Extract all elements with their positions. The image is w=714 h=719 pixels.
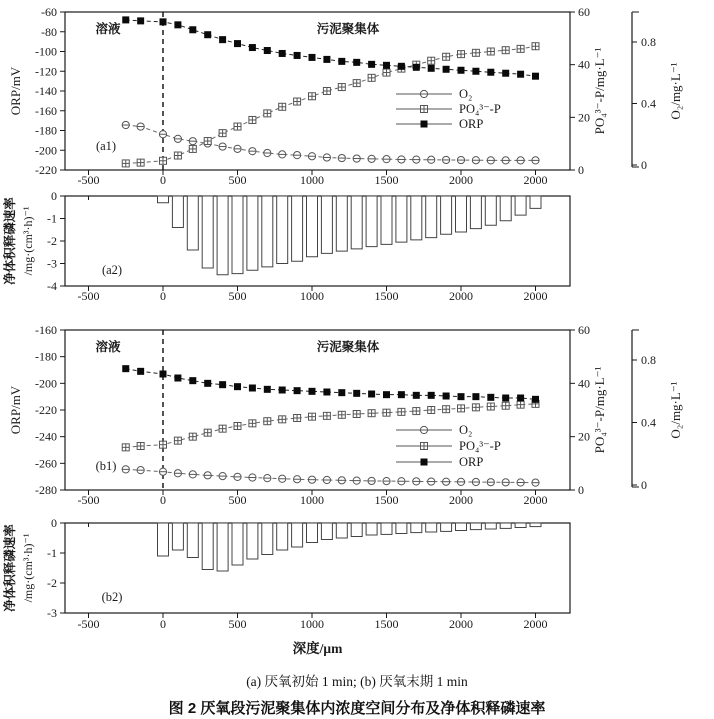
- orp-marker: [294, 52, 301, 59]
- rate-bar: [307, 523, 318, 543]
- orp-tick-label: -200: [35, 376, 57, 391]
- legend-label: ORP: [459, 117, 484, 131]
- orp-marker: [428, 65, 435, 72]
- rate-tick-label: -1: [47, 211, 57, 226]
- rate-bar: [381, 196, 392, 244]
- rate-tick-label: -2: [47, 576, 57, 590]
- po4-tick-label: 60: [578, 5, 590, 19]
- o2-tick-label: 0.4: [641, 415, 656, 430]
- profile-panel-(a1): [8, 5, 683, 187]
- orp-tick-label: -220: [35, 163, 57, 177]
- orp-marker: [413, 392, 420, 399]
- rate-bar: [396, 523, 407, 534]
- rate-bar: [381, 523, 392, 534]
- orp-marker: [502, 70, 509, 77]
- orp-marker: [413, 64, 420, 71]
- x-tick-label: 2000: [523, 617, 548, 631]
- orp-marker: [309, 388, 316, 395]
- rate-bar: [277, 523, 288, 550]
- rate-bar: [262, 196, 273, 267]
- orp-tick-label: -180: [35, 349, 57, 364]
- rate-tick-label: -1: [47, 546, 57, 560]
- rate-bar: [202, 523, 213, 570]
- rate-bar: [351, 196, 362, 249]
- rate-axis-label-unit: /mg·(cm³·h)⁻¹: [21, 533, 35, 603]
- rate-bar: [321, 523, 332, 540]
- orp-marker: [338, 389, 345, 396]
- rate-bar: [426, 196, 437, 238]
- orp-marker: [279, 50, 286, 57]
- orp-marker: [458, 393, 465, 400]
- legend-label: O₂: [459, 423, 473, 437]
- orp-tick-label: -60: [41, 5, 57, 19]
- rate-bar: [321, 196, 332, 253]
- profile-panel-(b1): [8, 323, 683, 507]
- x-tick-label: 2000: [523, 173, 548, 187]
- x-tick-label: 2000: [523, 289, 548, 303]
- rate-bar: [232, 523, 243, 565]
- rate-bar: [292, 196, 303, 261]
- bar-panel-(b2): [2, 516, 570, 631]
- rate-tick-label: -3: [47, 606, 57, 620]
- orp-marker: [137, 17, 144, 24]
- orp-tick-label: -180: [35, 123, 57, 138]
- x-tick-label: 1500: [374, 617, 399, 631]
- rate-bar: [247, 196, 258, 270]
- orp-marker: [174, 21, 181, 28]
- rate-bar: [277, 196, 288, 264]
- legend-label: ORP: [459, 455, 484, 469]
- orp-marker: [443, 66, 450, 73]
- rate-bar: [172, 196, 183, 228]
- rate-bar: [217, 196, 228, 275]
- rate-axis-label-cn: 净体积释磷速率: [3, 524, 17, 612]
- po4-tick-label: 40: [578, 57, 590, 72]
- x-tick-label: 2000: [449, 493, 473, 507]
- o2-axis-label: O₂/mg·L⁻¹: [668, 381, 683, 439]
- rate-bar: [485, 196, 496, 225]
- x-tick-label: 2000: [523, 493, 548, 507]
- rate-bar: [456, 196, 467, 232]
- o2-tick-label: 0: [641, 158, 647, 172]
- x-tick-label: -500: [77, 289, 100, 303]
- x-tick-label: -500: [77, 493, 100, 507]
- orp-tick-label: -120: [35, 64, 57, 79]
- orp-marker: [487, 69, 494, 76]
- orp-marker: [264, 386, 271, 393]
- orp-marker: [383, 62, 390, 69]
- orp-tick-label: -220: [35, 403, 57, 417]
- rate-bar: [262, 523, 273, 555]
- x-tick-label: 1000: [300, 173, 324, 187]
- orp-marker: [234, 40, 241, 47]
- panel-label: (b1): [95, 459, 117, 473]
- orp-marker: [368, 61, 375, 68]
- rate-bar: [485, 523, 496, 529]
- orp-marker: [383, 391, 390, 398]
- orp-marker: [323, 56, 330, 63]
- orp-marker: [443, 393, 450, 400]
- rate-bar: [500, 523, 511, 528]
- x-tick-label: 1500: [374, 173, 399, 187]
- po4-axis-label: PO₄³⁻-P/mg·L⁻¹: [592, 47, 607, 135]
- x-tick-label: 1500: [374, 493, 399, 507]
- rate-bar: [411, 196, 422, 240]
- orp-marker: [458, 67, 465, 74]
- orp-marker: [219, 36, 226, 43]
- bar-panel-(a2): [2, 189, 570, 303]
- x-tick-label: -500: [77, 617, 100, 631]
- rate-bar: [172, 523, 183, 550]
- x-tick-label: 0: [160, 173, 166, 187]
- x-tick-label: 1000: [300, 493, 324, 507]
- legend-label: PO₄³⁻-P: [459, 102, 501, 116]
- rate-bar: [158, 523, 169, 556]
- orp-tick-label: -260: [35, 456, 57, 471]
- orp-marker: [204, 31, 211, 38]
- orp-tick-label: -80: [41, 24, 57, 39]
- orp-marker: [421, 121, 428, 128]
- rate-tick-label: -3: [47, 256, 57, 271]
- rate-tick-label: 0: [51, 189, 57, 203]
- x-tick-label: 1500: [374, 289, 399, 303]
- rate-tick-label: 0: [51, 516, 57, 530]
- x-axis-label: 深度/μm: [292, 641, 343, 656]
- rate-bar: [515, 196, 526, 215]
- orp-marker: [122, 365, 129, 372]
- orp-marker: [174, 375, 181, 382]
- x-tick-label: 1000: [300, 617, 324, 631]
- rate-bar: [396, 196, 407, 242]
- orp-marker: [517, 395, 524, 402]
- x-tick-label: 500: [228, 617, 247, 631]
- orp-marker: [353, 390, 360, 397]
- orp-marker: [472, 68, 479, 75]
- rate-bar: [515, 523, 526, 528]
- orp-marker: [338, 58, 345, 65]
- region-label-aggregate: 污泥聚集体: [316, 340, 380, 354]
- rate-axis-label-unit: /mg·(cm³·h)⁻¹: [21, 206, 35, 276]
- x-tick-label: 2000: [449, 289, 473, 303]
- rate-bar: [336, 523, 347, 538]
- rate-bar: [530, 196, 541, 208]
- o2-axis-label: O₂/mg·L⁻¹: [668, 62, 683, 120]
- orp-marker: [472, 393, 479, 400]
- region-label-solution: 溶液: [95, 340, 121, 354]
- orp-marker: [502, 395, 509, 402]
- x-tick-label: 500: [228, 493, 247, 507]
- orp-axis-label: ORP/mV: [8, 385, 23, 435]
- orp-axis-label: ORP/mV: [8, 66, 23, 116]
- legend-label: PO₄³⁻-P: [459, 439, 501, 453]
- x-tick-label: -500: [77, 173, 100, 187]
- orp-marker: [368, 391, 375, 398]
- rate-tick-label: -4: [47, 279, 57, 293]
- rate-bar: [232, 196, 243, 274]
- orp-marker: [294, 387, 301, 394]
- rate-axis-label-cn: 净体积释磷速率: [3, 197, 17, 285]
- orp-marker: [532, 73, 539, 80]
- orp-marker: [160, 371, 167, 378]
- orp-marker: [353, 59, 360, 66]
- x-tick-label: 0: [160, 289, 166, 303]
- orp-marker: [204, 380, 211, 387]
- rate-bar: [247, 523, 258, 559]
- rate-bar: [351, 523, 362, 537]
- rate-bar: [158, 196, 169, 203]
- orp-marker: [398, 391, 405, 398]
- orp-marker: [487, 394, 494, 401]
- subcaption: (a) 厌氧初始 1 min; (b) 厌氧末期 1 min: [246, 674, 468, 689]
- rate-bar: [307, 196, 318, 257]
- rate-bar: [530, 523, 541, 527]
- rate-bar: [441, 196, 452, 234]
- orp-tick-label: -280: [35, 483, 57, 497]
- x-tick-label: 2000: [449, 173, 473, 187]
- orp-marker: [532, 396, 539, 403]
- rate-bar: [187, 196, 198, 250]
- orp-marker: [264, 47, 271, 54]
- rate-bar: [456, 523, 467, 531]
- panel-label: (a1): [95, 139, 117, 153]
- po4-tick-label: 20: [578, 110, 590, 125]
- orp-marker: [189, 377, 196, 384]
- x-tick-label: 2000: [449, 617, 473, 631]
- rate-bar: [202, 196, 213, 268]
- region-label-aggregate: 污泥聚集体: [316, 22, 380, 36]
- orp-marker: [517, 71, 524, 78]
- x-tick-label: 0: [160, 617, 166, 631]
- rate-bar: [411, 523, 422, 533]
- rate-bar: [366, 196, 377, 247]
- o2-tick-label: 0.8: [641, 35, 656, 49]
- orp-tick-label: -240: [35, 429, 57, 444]
- orp-marker: [323, 389, 330, 396]
- rate-bar: [336, 196, 347, 251]
- o2-tick-label: 0.4: [641, 96, 656, 111]
- rate-bar: [426, 523, 437, 532]
- orp-marker: [428, 392, 435, 399]
- orp-tick-label: -140: [35, 84, 57, 98]
- rate-bar: [470, 523, 481, 530]
- po4-axis-label: PO₄³⁻-P/mg·L⁻¹: [592, 366, 607, 454]
- orp-marker: [189, 26, 196, 33]
- po4-tick-label: 60: [578, 323, 590, 337]
- orp-marker: [279, 387, 286, 394]
- figure-title: 图 2 厌氧段污泥聚集体内浓度空间分布及净体积释磷速率: [168, 700, 546, 717]
- rate-bar: [441, 523, 452, 531]
- po4-tick-label: 40: [578, 376, 590, 391]
- rate-tick-label: -2: [47, 234, 57, 248]
- o2-tick-label: 0: [641, 478, 647, 492]
- panel-label: (a2): [101, 263, 123, 277]
- orp-marker: [398, 63, 405, 70]
- rate-bar: [366, 523, 377, 535]
- rate-bar: [217, 523, 228, 571]
- panel-label: (b2): [101, 590, 123, 604]
- legend-label: O₂: [459, 87, 473, 101]
- rate-bar: [470, 196, 481, 229]
- rate-bar: [187, 523, 198, 558]
- po4-tick-label: 20: [578, 429, 590, 444]
- po4-tick-label: 0: [578, 163, 584, 177]
- orp-marker: [219, 381, 226, 388]
- x-tick-label: 0: [160, 493, 166, 507]
- orp-marker: [421, 459, 428, 466]
- rate-bar: [500, 196, 511, 221]
- x-tick-label: 500: [228, 173, 247, 187]
- rate-bar: [292, 523, 303, 547]
- orp-marker: [309, 54, 316, 61]
- orp-tick-label: -100: [35, 44, 57, 59]
- orp-tick-label: -160: [35, 103, 57, 118]
- orp-marker: [137, 368, 144, 375]
- orp-tick-label: -160: [35, 323, 57, 337]
- po4-tick-label: 0: [578, 483, 584, 497]
- orp-marker: [234, 383, 241, 390]
- orp-marker: [249, 385, 256, 392]
- x-tick-label: 500: [228, 289, 247, 303]
- orp-marker: [160, 18, 167, 25]
- orp-marker: [122, 16, 129, 23]
- x-axis-title: [293, 640, 343, 656]
- orp-marker: [249, 44, 256, 51]
- region-label-solution: 溶液: [95, 22, 121, 36]
- o2-tick-label: 0.8: [641, 353, 656, 367]
- x-tick-label: 1000: [300, 289, 324, 303]
- orp-tick-label: -200: [35, 143, 57, 158]
